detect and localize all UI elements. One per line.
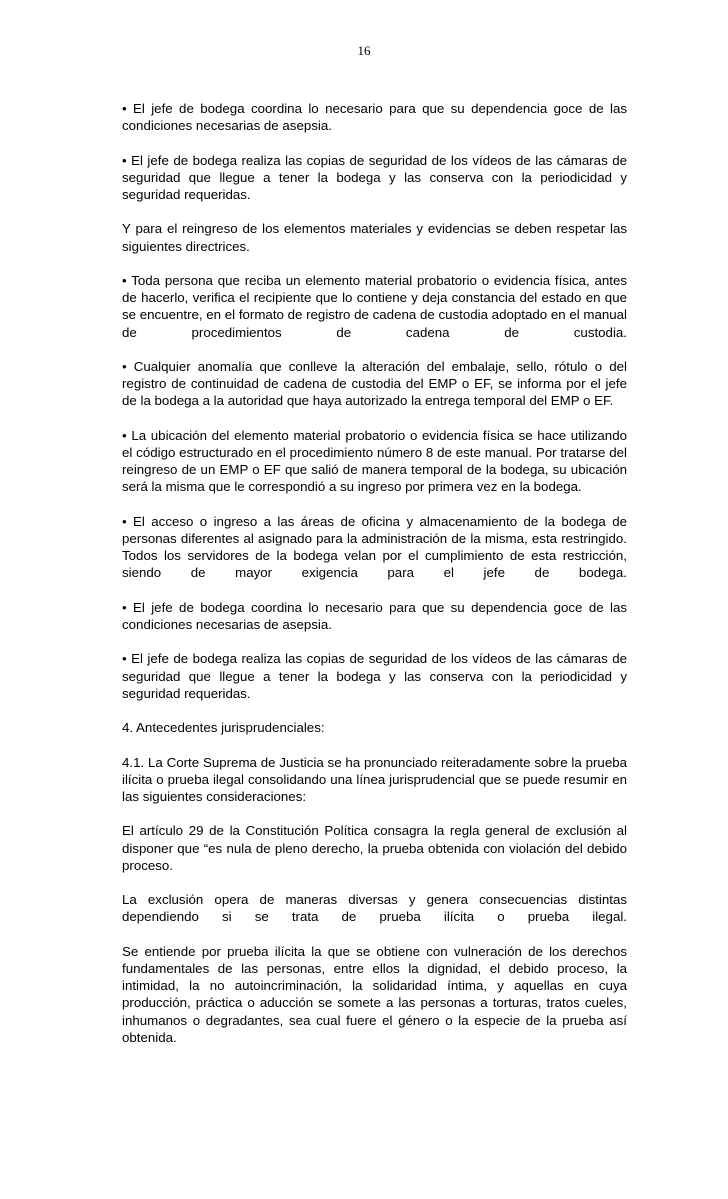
- paragraph-anomalia: • Cualquier anomalía que conlleve la alteración del embalaje, sello, rótulo o del registro de continuidad de cadena de custodia del EMP o EF, se informa por el jefe de la bodega a la autoridad que haya autorizado la entrega temporal del EMP o EF.: [122, 358, 627, 409]
- paragraph-copias-seguridad-repeat: • El jefe de bodega realiza las copias de seguridad de los vídeos de las cámaras de seguridad que llegue a tener la bodega y las conserva con la periodicidad y seguridad requeridas.: [122, 651, 627, 701]
- paragraph-prueba-ilicita: Se entiende por prueba ilícita la que se obtiene con vulneración de los derechos fundamentales de las personas, entre ellos la dignidad, el debido proceso, la intimidad, la no autoincriminación, la solidaridad íntima, y aquellas en cuya producción, práctica o aducción se somete a las personas a torturas, tratos cueles, inhumanos o degradantes, sea cual fuere el género o la especie de la prueba así obtenida.: [122, 943, 627, 1045]
- paragraph-articulo-29: El artículo 29 de la Constitución Política consagra la regla general de exclusión al disponer que “es nula de pleno derecho, la prueba obtenida con violación del debido proceso.: [122, 823, 627, 873]
- paragraph-ubicacion: • La ubicación del elemento material probatorio o evidencia física se hace utilizando el código estructurado en el procedimiento número 8 de este manual. Por tratarse del reingreso de un EMP o EF que salió de manera temporal de la bodega, su ubicación será la misma que le correspondió a su ingreso por primera vez en la bodega.: [122, 427, 627, 495]
- paragraph-asepsia: • El jefe de bodega coordina lo necesario para que su dependencia goce de las condiciones necesarias de asepsia.: [122, 101, 627, 134]
- paragraph-acceso-restringido: • El acceso o ingreso a las áreas de oficina y almacenamiento de la bodega de personas diferentes al asignado para la administración de la misma, esta restringido. Todos los servidores de la bodega velan por el cumplimiento de esta restricción, siendo de mayor exigencia para el jefe de bodega.: [122, 513, 627, 581]
- paragraph-reingreso-directrices: Y para el reingreso de los elementos materiales y evidencias se deben respetar las siguientes directrices.: [122, 221, 627, 254]
- paragraph-asepsia-repeat: • El jefe de bodega coordina lo necesario para que su dependencia goce de las condiciones necesarias de asepsia.: [122, 599, 627, 632]
- paragraph-copias-seguridad: • El jefe de bodega realiza las copias de seguridad de los vídeos de las cámaras de seguridad que llegue a tener la bodega y las conserva con la periodicidad y seguridad requeridas.: [122, 152, 627, 202]
- page-number: 16: [357, 43, 371, 58]
- paragraph-corte-suprema: 4.1. La Corte Suprema de Justicia se ha pronunciado reiteradamente sobre la prueba ilícita o prueba ilegal consolidando una línea jurisprudencial que se puede resumir en las siguientes consideraciones:: [122, 754, 627, 804]
- paragraph-recepcion-emp: • Toda persona que reciba un elemento material probatorio o evidencia física, antes de hacerlo, verifica el recipiente que lo contiene y deja constancia del estado en que se encuentre, en el formato de registro de cadena de custodia adoptado en el manual de procedimientos de cadena de custodia.: [122, 272, 627, 340]
- section-heading-antecedentes: 4. Antecedentes jurisprudenciales:: [122, 720, 325, 736]
- paragraph-exclusion: La exclusión opera de maneras diversas y genera consecuencias distintas dependiendo si se trata de prueba ilícita o prueba ilegal.: [122, 892, 627, 925]
- document-body: [122, 100, 627, 1063]
